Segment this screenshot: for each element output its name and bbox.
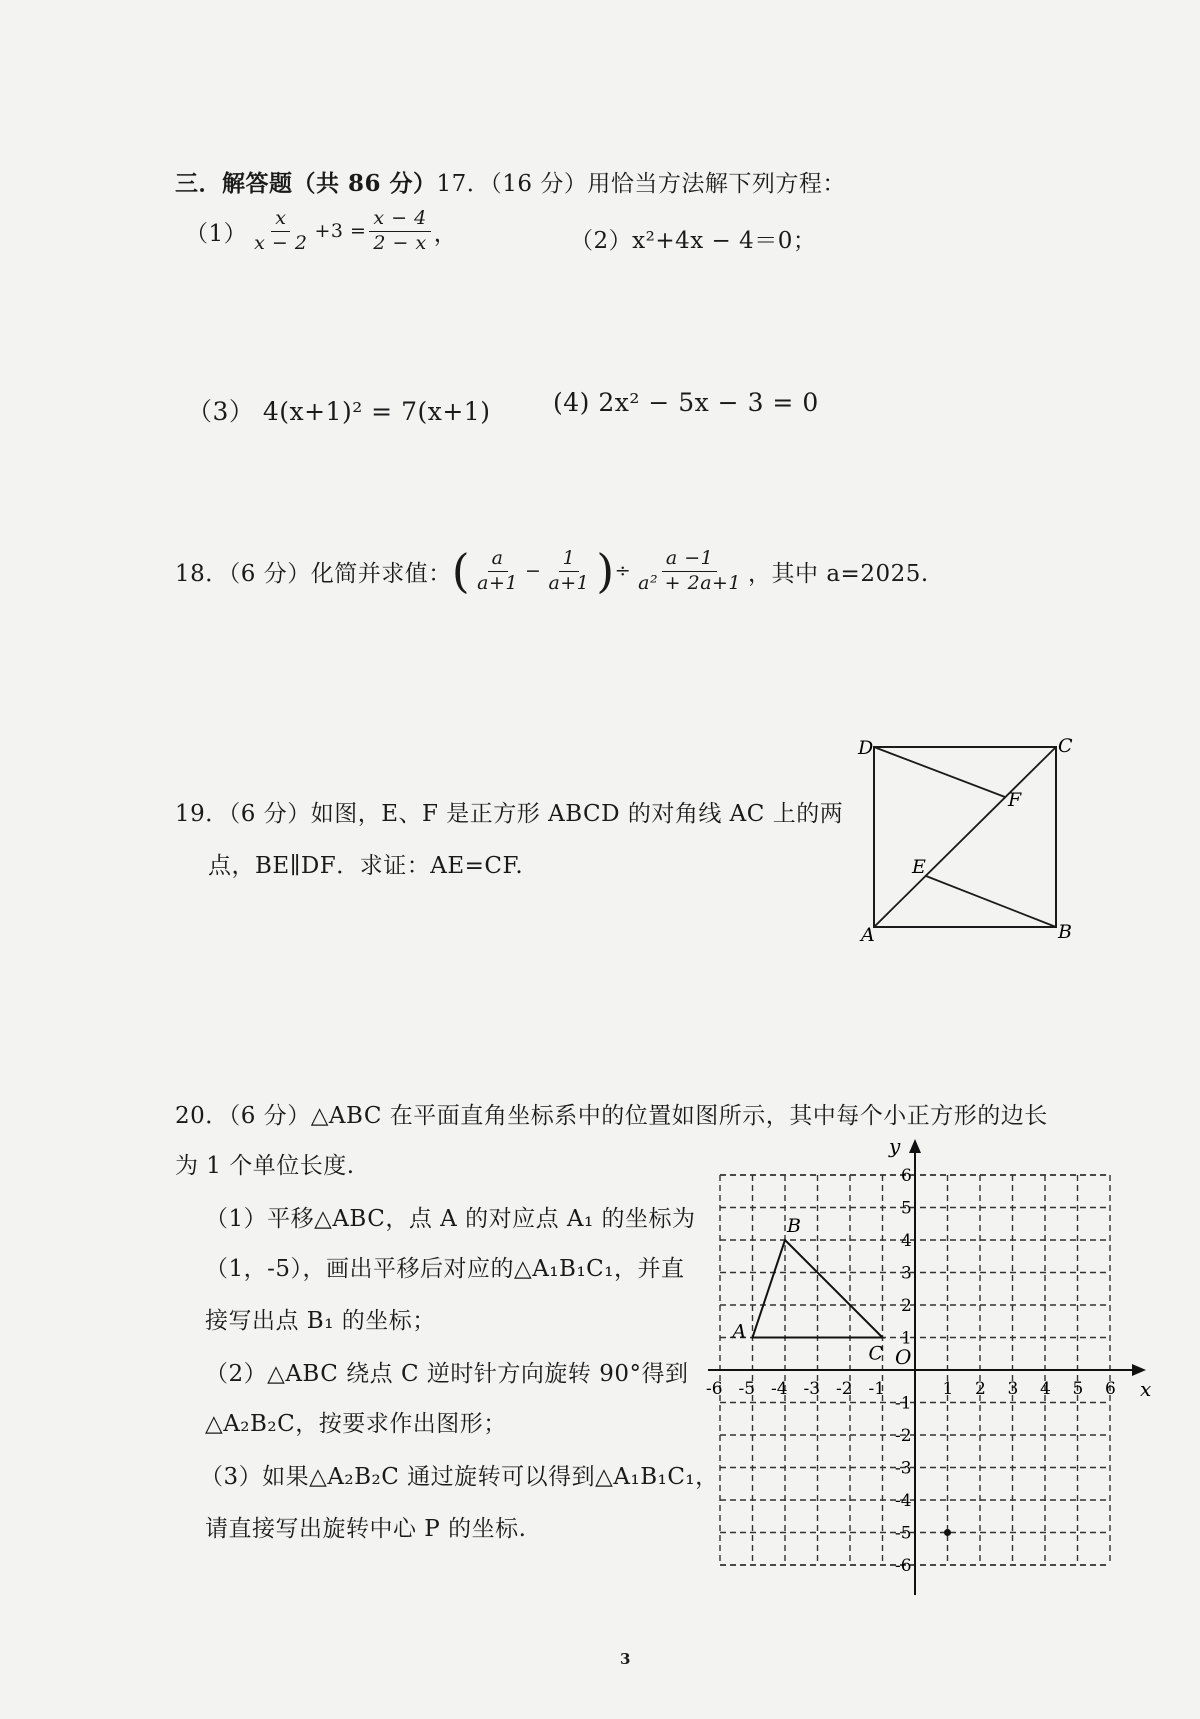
q18-label: 18．（6 分）化简并求值： xyxy=(175,560,452,587)
segment-be xyxy=(926,876,1056,927)
denominator: x − 2 xyxy=(254,231,308,254)
x-tick-label: 1 xyxy=(942,1379,954,1399)
square-figure xyxy=(855,735,1095,945)
label-b: B xyxy=(1058,921,1072,943)
close-paren: ) xyxy=(596,544,615,599)
x-tick-label: -5 xyxy=(738,1379,756,1399)
q20-sub1-line1: （1）平移△ABC，点 A 的对应点 A₁ 的坐标为 xyxy=(205,1206,696,1232)
numerator: 1 xyxy=(559,548,580,572)
punctuation: ， xyxy=(433,220,458,247)
operator: − xyxy=(525,560,542,583)
operator: ÷ xyxy=(614,560,632,583)
x-axis-label: x xyxy=(1140,1377,1152,1401)
label-f: F xyxy=(1008,789,1022,811)
y-tick-label: -6 xyxy=(895,1556,912,1576)
q17-heading xyxy=(175,165,846,198)
y-tick-label: 2 xyxy=(901,1296,912,1316)
numerator: a −1 xyxy=(662,548,717,572)
q17-part2: （2）x²+4x − 4＝0； xyxy=(570,228,817,254)
q17-part4: (4) 2x² − 5x − 3 = 0 xyxy=(553,388,819,417)
q20-sub3-line2: 请直接写出旋转中心 P 的坐标. xyxy=(205,1516,527,1542)
denominator: 2 − x xyxy=(373,231,427,254)
x-tick-label: -6 xyxy=(706,1379,723,1399)
q20-sub1-line3: 接写出点 B₁ 的坐标； xyxy=(205,1308,436,1334)
y-tick-label: -1 xyxy=(895,1393,912,1414)
q19-line1: 19．（6 分）如图，E、F 是正方形 ABCD 的对角线 AC 上的两 xyxy=(175,801,844,827)
label-d: D xyxy=(858,737,874,759)
q18-tail: ，其中 a=2025. xyxy=(748,560,929,587)
q19-line2: 点，BE∥DF．求证：AE=CF. xyxy=(208,853,524,879)
x-tick-label: -4 xyxy=(771,1379,788,1399)
y-tick-label: -4 xyxy=(895,1491,912,1511)
y-tick-label: 6 xyxy=(901,1166,912,1186)
q20-sub1-line2: （1，-5），画出平移后对应的△A₁B₁C₁，并直 xyxy=(205,1256,685,1282)
denominator: a+1 xyxy=(477,571,519,594)
section-heading: 三．解答题（共 86 分） xyxy=(175,170,437,197)
numerator: x − 4 xyxy=(369,208,430,232)
y-tick-label: -3 xyxy=(895,1458,912,1479)
segment-df xyxy=(874,747,1005,797)
label-c: C xyxy=(1058,735,1073,757)
x-tick-label: 4 xyxy=(1040,1379,1051,1399)
x-tick-label: 2 xyxy=(975,1379,986,1399)
q17-part3: （3） 4(x+1)² = 7(x+1) xyxy=(187,397,491,426)
x-tick-label: 3 xyxy=(1007,1379,1019,1399)
x-tick-label: -2 xyxy=(836,1379,853,1399)
x-tick-label: -3 xyxy=(803,1379,821,1399)
fraction xyxy=(473,548,522,595)
triangle-abc xyxy=(731,1215,952,1536)
fraction xyxy=(250,208,311,255)
q20-sub2-line1: （2）△ABC 绕点 C 逆时针方向旋转 90°得到 xyxy=(205,1361,689,1387)
denominator: a+1 xyxy=(548,571,590,594)
q20-sub2-line2: △A₂B₂C，按要求作出图形； xyxy=(205,1411,507,1437)
label-e: E xyxy=(912,856,926,878)
vertex-label-b: B xyxy=(787,1215,801,1237)
fraction xyxy=(634,548,745,595)
open-paren: ( xyxy=(451,544,471,599)
q20-line1: 20．（6 分）△ABC 在平面直角坐标系中的位置如图所示，其中每个小正方形的边长 xyxy=(175,1103,1048,1129)
page-number: 3 xyxy=(620,1650,631,1668)
label-a: A xyxy=(861,924,875,946)
y-axis-label: y xyxy=(889,1134,901,1158)
y-axis-arrow xyxy=(909,1139,921,1153)
y-tick-label: -2 xyxy=(895,1426,912,1446)
q20-line2: 为 1 个单位长度. xyxy=(175,1153,355,1179)
y-tick-label: -5 xyxy=(895,1523,912,1544)
x-axis-arrow xyxy=(1132,1364,1146,1376)
y-tick-label: 4 xyxy=(901,1231,912,1251)
y-tick-label: 3 xyxy=(901,1263,912,1284)
y-tick-label: 1 xyxy=(901,1328,912,1349)
denominator: a² + 2a+1 xyxy=(638,571,742,594)
vertex-label-a: A xyxy=(732,1320,747,1343)
fraction xyxy=(544,548,593,595)
y-tick-label: 5 xyxy=(901,1198,912,1219)
fraction xyxy=(369,208,430,255)
x-tick-label: 5 xyxy=(1072,1379,1084,1399)
numerator: a xyxy=(488,548,508,572)
vertex-label-c: C xyxy=(868,1342,884,1365)
q20-sub3-line1: （3）如果△A₂B₂C 通过旋转可以得到△A₁B₁C₁， xyxy=(200,1464,719,1490)
origin-label: O xyxy=(895,1345,912,1369)
equation-mid: +3 = xyxy=(314,220,367,243)
q17-part1 xyxy=(185,208,457,255)
marked-point xyxy=(944,1529,951,1536)
q18 xyxy=(175,544,929,599)
x-tick-label: -1 xyxy=(868,1379,886,1399)
numerator: x xyxy=(271,208,290,232)
x-tick-label: 6 xyxy=(1105,1379,1116,1399)
coordinate-grid xyxy=(700,1125,1152,1600)
diagonal-ac xyxy=(874,747,1056,927)
part-label: （1） xyxy=(185,220,248,247)
q17-title: 17．（16 分）用恰当方法解下列方程： xyxy=(436,171,846,197)
